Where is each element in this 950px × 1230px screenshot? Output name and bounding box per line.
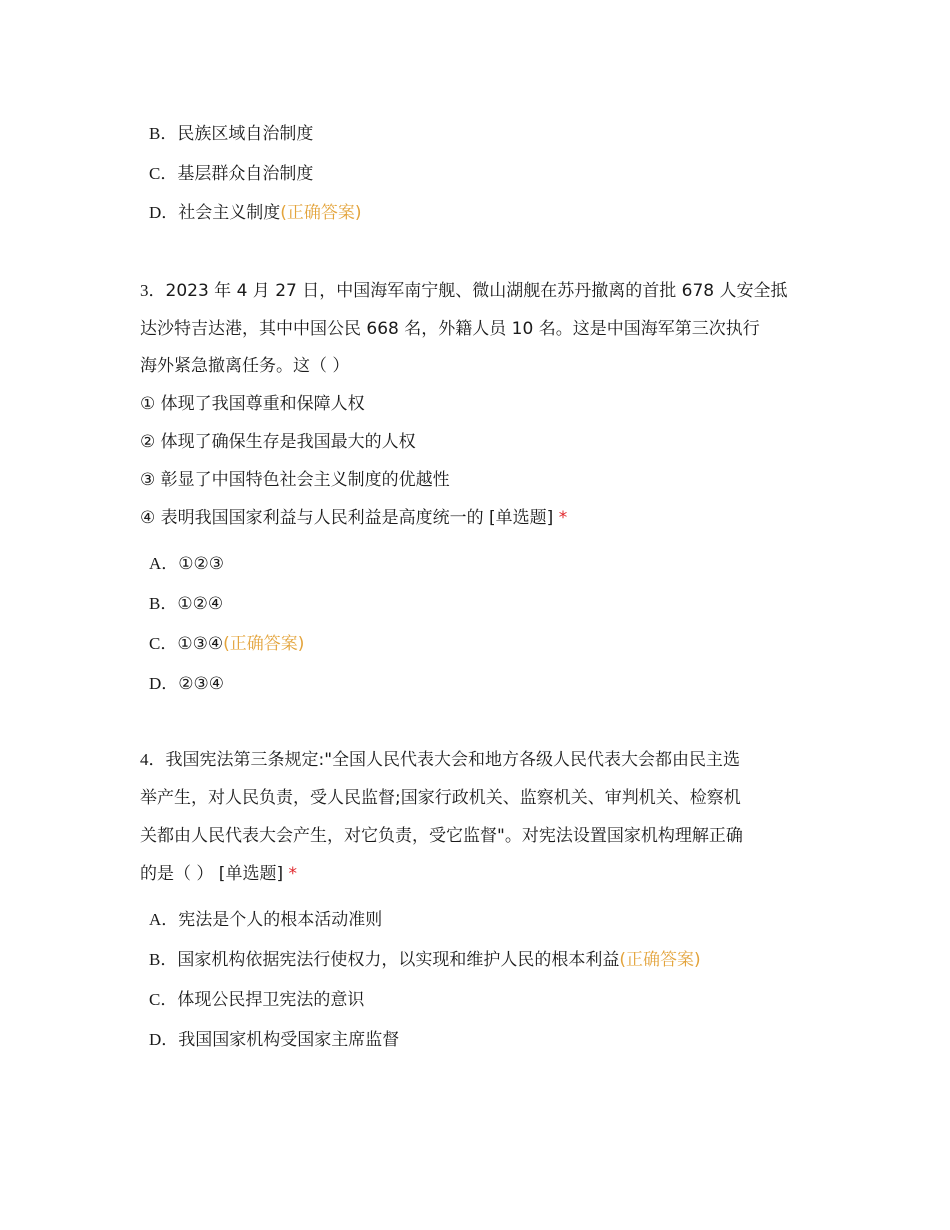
q4-option-c[interactable] — [149, 989, 364, 1011]
required-mark: * — [288, 864, 297, 884]
q3-stem-line-1 — [140, 280, 788, 302]
option-letter: B． — [149, 594, 178, 613]
q3-option-c[interactable] — [149, 633, 304, 655]
q4-option-b[interactable] — [149, 949, 701, 971]
option-text: ①②③ — [178, 554, 225, 574]
option-letter: A． — [149, 910, 179, 929]
q4-stem-line-1 — [140, 749, 740, 771]
option-letter: D． — [149, 203, 179, 222]
q4-stem-line-2: 举产生，对人民负责，受人民监督;国家行政机关、监察机关、审判机关、检察机 — [140, 788, 741, 808]
statement-text: ④ 表明我国国家利益与人民利益是高度统一的 [单选题] — [140, 508, 554, 528]
option-letter: D． — [149, 674, 179, 693]
q3-statement-2: ② 体现了确保生存是我国最大的人权 — [140, 432, 416, 452]
required-mark: * — [558, 508, 568, 528]
option-text: ①②④ — [177, 594, 224, 614]
q3-option-d[interactable] — [149, 673, 224, 695]
option-letter: B． — [149, 124, 178, 143]
q3-statement-4 — [140, 507, 567, 529]
question-number: 4． — [140, 750, 166, 769]
option-text: 我国国家机构受国家主席监督 — [178, 1030, 400, 1050]
correct-answer-tag: (正确答案) — [619, 950, 701, 970]
option-text: 民族区域自治制度 — [177, 124, 314, 144]
option-letter: D． — [149, 1030, 179, 1049]
q2-option-c — [149, 163, 313, 185]
q3-stem-line-2: 达沙特吉达港，其中中国公民 668 名，外籍人员 10 名。这是中国海军第三次执行 — [140, 319, 760, 339]
q3-statement-1: ① 体现了我国尊重和保障人权 — [140, 394, 365, 414]
option-letter: C． — [149, 634, 178, 653]
q4-option-a[interactable] — [149, 909, 382, 931]
option-text: 国家机构依据宪法行使权力，以实现和维护人民的根本利益 — [177, 950, 620, 970]
question-number: 3． — [140, 281, 166, 300]
option-text: ②③④ — [178, 674, 225, 694]
option-text: 社会主义制度 — [178, 203, 281, 223]
option-letter: C． — [149, 164, 178, 183]
question-text: 2023 年 4 月 27 日，中国海军南宁舰、微山湖舰在苏丹撤离的首批 678 人安全抵 — [165, 281, 788, 301]
q3-statement-3: ③ 彰显了中国特色社会主义制度的优越性 — [140, 470, 450, 490]
option-text: 宪法是个人的根本活动准则 — [178, 910, 383, 930]
option-letter: C． — [149, 990, 178, 1009]
option-text: ①③④ — [177, 634, 224, 654]
q3-option-b[interactable] — [149, 593, 223, 615]
q4-stem-line-3: 关都由人民代表大会产生，对它负责，受它监督"。对宪法设置国家机构理解正确 — [140, 826, 743, 846]
question-text: 的是（ ） [单选题] — [140, 864, 284, 884]
q2-option-b — [149, 123, 313, 145]
question-text: 我国宪法第三条规定:"全国人民代表大会和地方各级人民代表大会都由民主选 — [165, 750, 741, 770]
q4-stem-line-4 — [140, 863, 297, 885]
option-text: 体现公民捍卫宪法的意识 — [177, 990, 365, 1010]
option-text: 基层群众自治制度 — [177, 164, 314, 184]
q3-stem-line-3: 海外紧急撤离任务。这（ ） — [140, 356, 350, 376]
q3-option-a[interactable] — [149, 553, 224, 575]
option-letter: B． — [149, 950, 178, 969]
q4-option-d[interactable] — [149, 1029, 399, 1051]
option-letter: A． — [149, 554, 179, 573]
correct-answer-tag: (正确答案) — [280, 203, 362, 223]
correct-answer-tag: (正确答案) — [223, 634, 305, 654]
q2-option-d — [149, 202, 362, 224]
